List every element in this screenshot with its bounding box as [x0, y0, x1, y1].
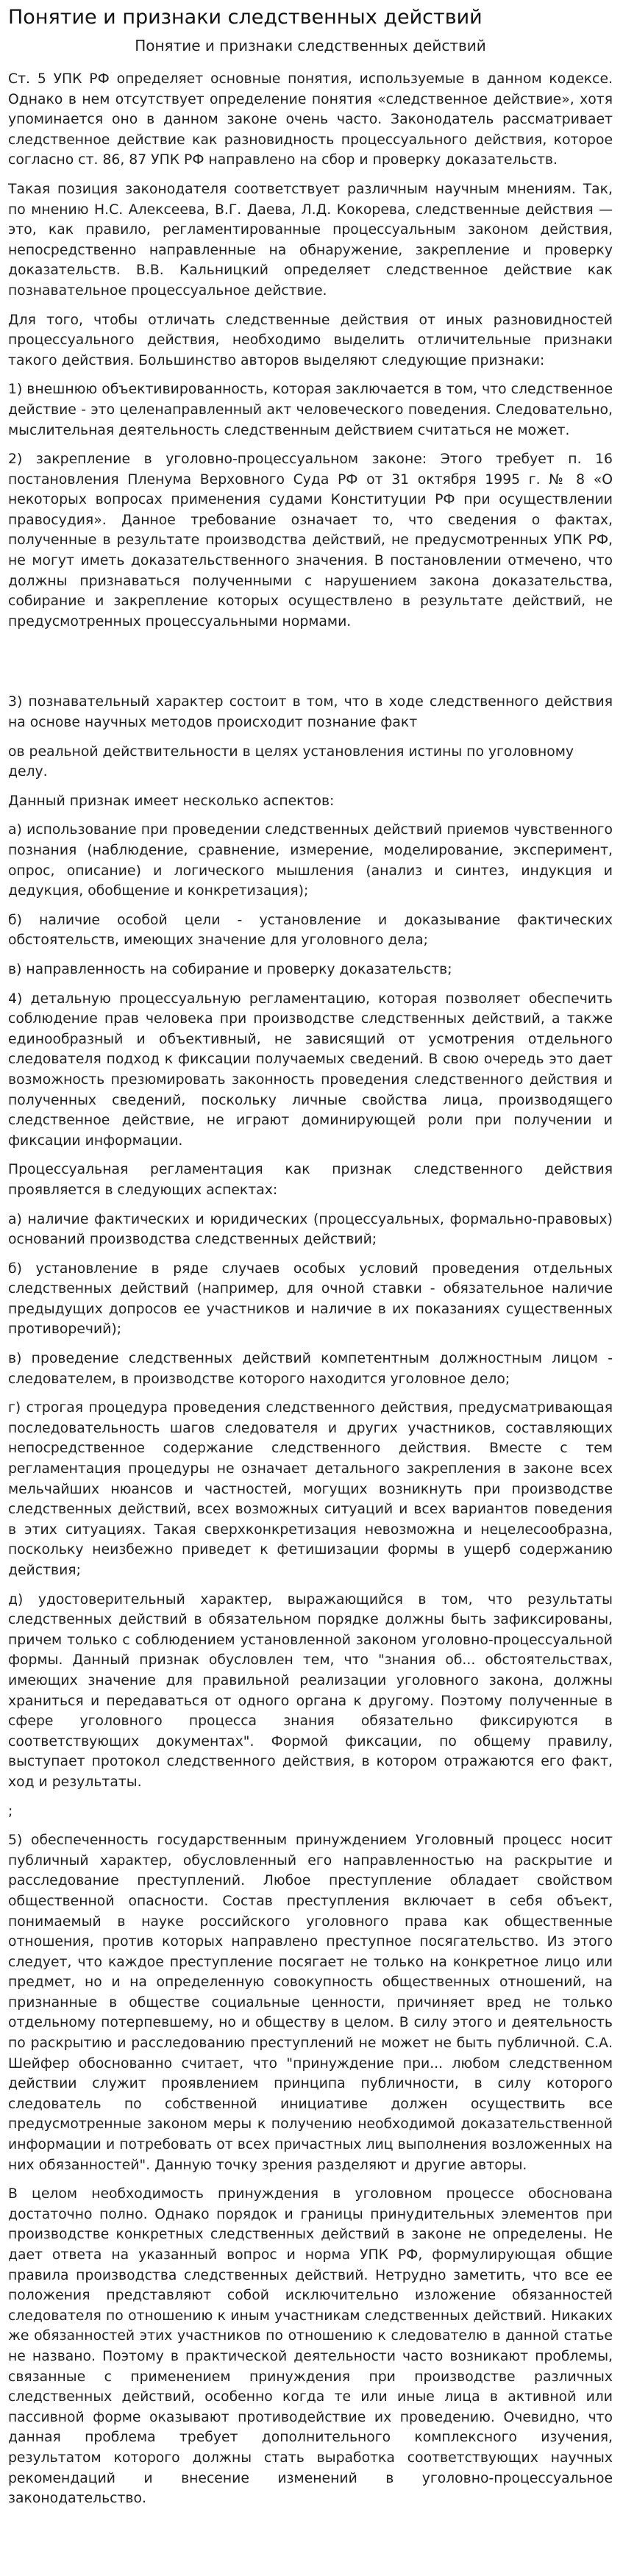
- paragraph: 3) познавательный характер состоит в том, что в ходе следственного действия на основе научных методов происходит познание факт: [8, 694, 613, 731]
- paragraph: ;: [8, 1803, 13, 1819]
- paragraph: Процессуальная регламентация как признак следственного действия проявляется в следующих аспектах:: [8, 1162, 613, 1198]
- paragraph: в) проведение следственных действий компетентным должностным лицом - следователем, в производстве которого находится уголовное дело;: [8, 1351, 613, 1387]
- paragraph: 5) обеспеченность государственным принуждением Уголовный процесс носит публичный характер, обусловленный его направленностью на раскрытие и расследование преступлений. Любое преступление обладает свойством общественной опасности. Состав преступления включает в себя объект, понимаемый в науке российского уголовного права как общественные отношения, против которых направлено преступное посягательство. Из этого следует, что каждое преступление посягает не только на конкретное лицо или предмет, но и на определенную совокупность общественных отношений, на признанные в обществе социальные ценности, причиняет вред не только отдельному потерпевшему, но и обществу в целом. В силу этого и деятельность по раскрытию и расследованию преступлений не может не быть публичной. С.А. Шейфер обоснованно считает, что "принуждение при... любом следственном действии служит проявлением принципа публичности, в силу которого следователь по собственной инициативе должен осуществить все предусмотренные законом меры к получению необходимой доказательственной информации и потребовать от всех причастных лиц выполнения возложенных на них обязанностей". Данную точку зрения разделяют и другие авторы.: [8, 1833, 613, 2173]
- paragraph: в) направленность на собирание и проверку доказательств;: [8, 961, 452, 977]
- paragraph: Ст. 5 УПК РФ определяет основные понятия, используемые в данном кодексе. Однако в нем отсутствует определение понятия «следственное действие», хотя упоминается оно в данном законе очень часто. Законодатель рассматривает следственное действие как разновидность процессуального действия, которое согласно ст. 86, 87 УПК РФ направлено на сбор и проверку доказательств.: [8, 71, 613, 168]
- paragraph: Такая позиция законодателя соответствует различным научным мнениям. Так, по мнению Н.С. Алексеева, В.Г. Даева, Л.Д. Кокорева, следственные действия — это, как правило, регламентированные процессуальным законом действия, непосредственно направленные на обнаружение, закрепление и проверку доказательств. В.В. Кальницкий определяет следственное действие как познавательное процессуальное действие.: [8, 181, 613, 299]
- paragraph: Данный признак имеет несколько аспектов:: [8, 793, 335, 809]
- paragraph: 4) детальную процессуальную регламентацию, которая позволяет обеспечить соблюдение прав человека при производстве следственных действий, а также единообразный и объективный, не зависящий от усмотрения отдельного следователя подход к фиксации получаемых сведений. В свою очередь это дает возможность презюмировать законность проведения следственного действия и полученных сведений, поскольку личные свойства лица, производящего следственное действие, не играют доминирующей роли при получении и фиксации информации.: [8, 991, 613, 1149]
- paragraph: Для того, чтобы отличать следственные действия от иных разновидностей процессуального действия, необходимо выделить отличительные признаки такого действия. Большинство авторов выделяют следующие признаки:: [8, 312, 613, 368]
- paragraph: В целом необходимость принуждения в уголовном процессе обоснована достаточно полно. Однако порядок и границы принудительных элементов при производстве конкретных следственных действий в законе не определены. Не дает ответа на указанный вопрос и норма УПК РФ, формулирующая общие правила производства следственных действий. Нетрудно заметить, что все ее положения представляют собой исключительно изложение обязанностей следователя по отношению к иным участникам следственных действий. Никаких же обязанностей этих участников по отношению к следователю в данной статье не названо. Поэтому в практической деятельности часто возникают проблемы, связанные с применением принуждения при производстве различных следственных действий, особенно когда те или иные лица в активной или пассивной форме оказывают противодействие их проведению. Очевидно, что данная проблема требует дополнительного комплексного изучения, результатом которого должны стать выработка соответствующих научных рекомендаций и внесение изменений в уголовно-процессуальное законодательство.: [8, 2186, 613, 2507]
- paragraph: а) наличие фактических и юридических (процессуальных, формально-правовых) оснований производства следственных действий;: [8, 1211, 613, 1248]
- blank-gap: [8, 641, 613, 692]
- paragraph: ов реальной действительности в целях установления истины по уголовному делу.: [8, 743, 574, 780]
- paragraph: 1) внешнюю объективированность, которая заключается в том, что следственное действие - это целенаправленный акт человеческого поведения. Следовательно, мыслительная деятельность следственным действием считаться не может.: [8, 382, 613, 438]
- article-subtitle: Понятие и признаки следственных действий: [135, 37, 486, 54]
- paragraph: 2) закрепление в уголовно-процессуальном законе: Этого требует п. 16 постановления Пленума Верховного Суда РФ от 31 октября 1995 г. № 8 «О некоторых вопросах применения судами Конституции РФ при осуществлении правосудия». Данное требование означает то, что сведения о фактах, полученные в результате производства действий, не предусмотренных УПК РФ, не могут иметь доказательственного значения. В постановлении отмечено, что должны признаваться полученными с нарушением закона доказательства, собирание и закрепление которых осуществлено в результате действий, не предусмотренных процессуальными нормами.: [8, 452, 613, 629]
- paragraph: д) удостоверительный характер, выражающийся в том, что результаты следственных действий в обязательном порядке должны быть зафиксированы, причем только с соблюдением установленной законом уголовно-процессуальной формы. Данный признак обусловлен тем, что "знания об... обстоятельствах, имеющих значение для правильной реализации уголовного закона, должны храниться и передаваться от одного органа к другому. Поэтому полученные в сфере уголовного процесса знания обязательно фиксируются в соответствующих документах". Формой фиксации, по общему правилу, выступает протокол следственного действия, в котором отражаются его факт, ход и результаты.: [8, 1591, 613, 1790]
- paragraph: б) установление в ряде случаев особых условий проведения отдельных следственных действий (например, для очной ставки - обязательное наличие предыдущих допросов ее участников и наличие в их показаниях существенных противоречий);: [8, 1260, 613, 1338]
- paragraph: а) использование при проведении следственных действий приемов чувственного познания (наблюдение, сравнение, измерение, моделирование, эксперимент, опрос, описание) и логического мышления (анализ и синтез, индукция и дедукция, обобщение и конкретизация);: [8, 822, 613, 899]
- paragraph: б) наличие особой цели - установление и доказывание фактических обстоятельств, имеющих значение для уголовного дела;: [8, 912, 613, 949]
- page-title: Понятие и признаки следственных действий: [8, 6, 483, 29]
- paragraph: г) строгая процедура проведения следственного действия, предусматривающая последовательность шагов следователя и других участников, составляющих непосредственное содержание следственного действия. Вместе с тем регламентация процедуры не означает детального закрепления в законе всех мельчайших нюансов и частностей, могущих возникнуть при производстве следственных действий, всех возможных ситуаций и всех вариантов поведения в этих ситуациях. Такая сверхконкретизация невозможна и нецелесообразна, поскольку неизбежно приведет к фетишизации формы в ущерб содержанию действия;: [8, 1400, 613, 1578]
